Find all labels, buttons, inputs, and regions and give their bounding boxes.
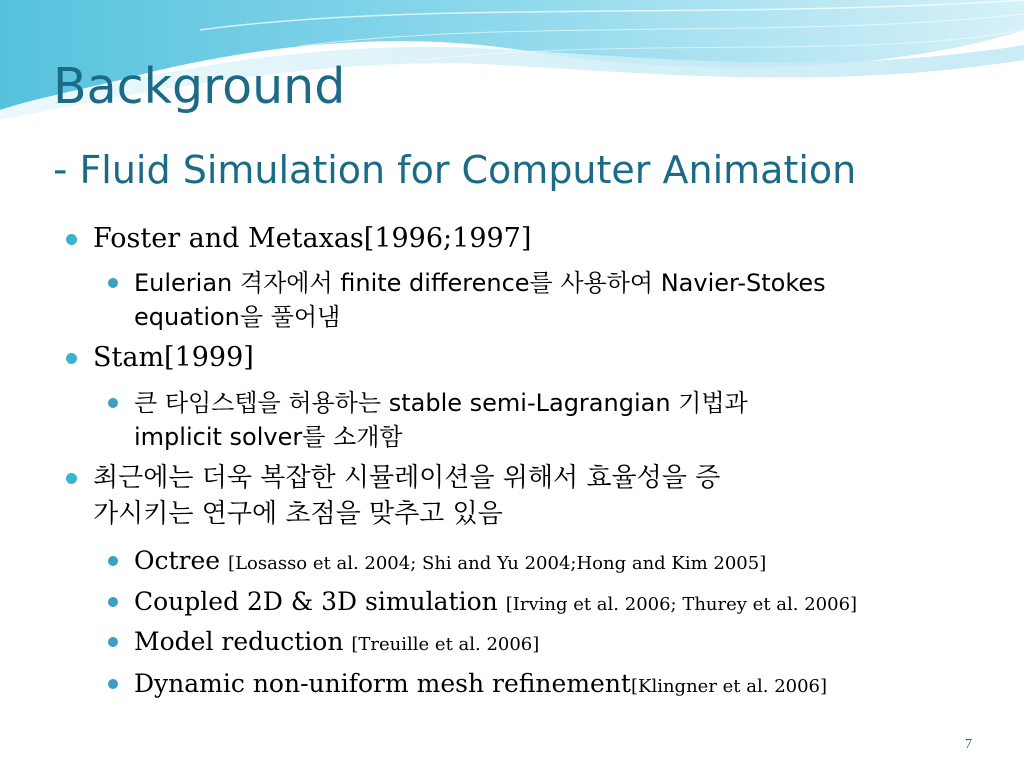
sub-bullet-coupled	[134, 585, 857, 621]
bullet-dot-icon	[108, 597, 118, 607]
bullet-recent-research-cont	[93, 497, 503, 531]
bullet-dot-icon	[66, 234, 77, 245]
sub-bullet-eulerian	[134, 266, 826, 300]
subtitle-dash: -	[53, 147, 68, 193]
citation: [Klingner et al. 2006]	[630, 676, 828, 697]
sub-bullet-line: equation을 풀어냄	[134, 303, 341, 331]
sub-bullet-eulerian-cont	[134, 300, 340, 334]
bullet-recent-research	[93, 461, 720, 495]
sub-bullet-label: Octree	[134, 546, 221, 575]
bullet-dot-icon	[66, 353, 77, 364]
bullet-foster-metaxas	[93, 222, 531, 255]
bullet-text: Stam[1999]	[93, 342, 254, 373]
bullet-dot-icon	[108, 398, 118, 408]
slide-title: Background	[53, 58, 346, 115]
citation: [Treuille et al. 2006]	[351, 634, 540, 655]
bullet-text: Foster and Metaxas[1996;1997]	[93, 223, 532, 254]
sub-bullet-stam	[134, 386, 748, 420]
bullet-dot-icon	[108, 278, 118, 288]
bullet-text: 가시키는 연구에 초점을 맞추고 있음	[93, 499, 503, 529]
sub-bullet-line: 큰 타임스텝을 허용하는 stable semi-Lagrangian 기법과	[134, 389, 748, 417]
sub-bullet-label: Dynamic non-uniform mesh refinement	[134, 669, 631, 698]
bullet-dot-icon	[108, 637, 118, 647]
bullet-dot-icon	[108, 556, 118, 566]
bullet-text: 최근에는 더욱 복잡한 시뮬레이션을 위해서 효율성을 증	[93, 463, 721, 493]
sub-bullet-model-reduction	[134, 625, 539, 661]
slide-number: 7	[965, 737, 972, 752]
sub-bullet-line: implicit solver를 소개함	[134, 423, 403, 451]
subtitle-text: Fluid Simulation for Computer Animation	[79, 148, 857, 192]
citation: [Irving et al. 2006; Thurey et al. 2006]	[505, 594, 858, 615]
bullet-stam	[93, 341, 254, 374]
sub-bullet-stam-cont	[134, 420, 403, 454]
sub-bullet-label: Model reduction	[134, 627, 344, 656]
sub-bullet-label: Coupled 2D & 3D simulation	[134, 587, 498, 616]
bullet-dot-icon	[108, 679, 118, 689]
sub-bullet-line: Eulerian 격자에서 finite difference를 사용하여 Navier-Stokes	[134, 269, 826, 297]
citation: [Losasso et al. 2004; Shi and Yu 2004;Hong and Kim 2005]	[228, 553, 767, 574]
bullet-dot-icon	[66, 473, 77, 484]
sub-bullet-octree	[134, 544, 766, 580]
sub-bullet-dynamic-mesh	[134, 667, 827, 703]
